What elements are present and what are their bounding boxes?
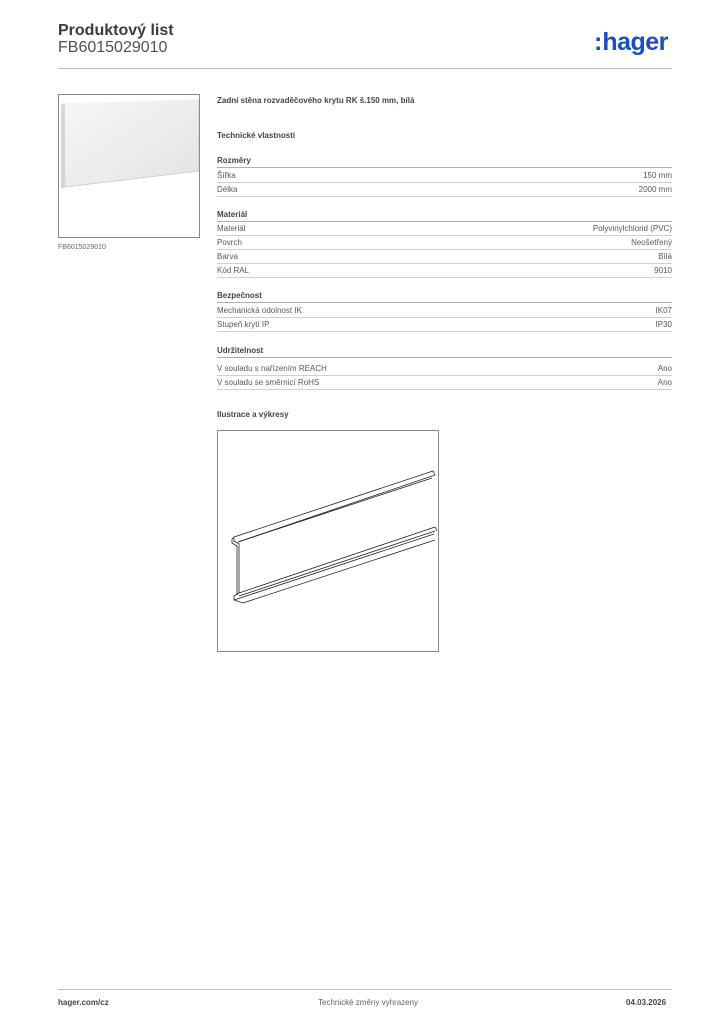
spec-value: Ano [657, 364, 672, 373]
technical-drawing [217, 430, 439, 652]
spec-row [217, 376, 672, 390]
spec-row [217, 236, 672, 250]
header-divider [58, 68, 672, 69]
spec-row [217, 169, 672, 183]
section-title: Rozměry [217, 156, 672, 168]
spec-label: Materiál [217, 224, 246, 233]
section-title: Bezpečnost [217, 291, 672, 303]
tech-properties-title: Technické vlastnosti [217, 131, 296, 140]
product-code: FB6015029010 [58, 39, 168, 56]
spec-value: Polyvinylchlorid (PVC) [592, 224, 672, 233]
spec-row [217, 183, 672, 197]
page-title: Produktový list [58, 22, 174, 39]
spec-value: 2000 mm [638, 185, 672, 194]
product-name: Zadní stěna rozvaděčového krytu RK š.150 mm, bílá [217, 96, 415, 105]
spec-row [217, 362, 672, 376]
drawings-title: Ilustrace a výkresy [217, 410, 289, 419]
spec-row [217, 222, 672, 236]
hager-logo: :hager [594, 28, 668, 56]
profile-line-drawing [218, 431, 438, 651]
section-title: Udržitelnost [217, 346, 672, 358]
spec-label: Mechanická odolnost IK [217, 306, 302, 315]
footer-date: 04.03.2026 [626, 998, 667, 1007]
spec-label: Barva [217, 252, 238, 261]
spec-label: Šířka [217, 171, 236, 180]
spec-value: IK07 [655, 306, 672, 315]
product-image [58, 94, 200, 238]
spec-value: IP30 [655, 320, 672, 329]
footer-website: hager.com/cz [58, 998, 109, 1007]
spec-value: Ano [657, 378, 672, 387]
product-panel-illustration [59, 95, 199, 237]
spec-value: 150 mm [643, 171, 672, 180]
spec-label: V souladu se směrnicí RoHS [217, 378, 320, 387]
spec-label: V souladu s nařízením REACH [217, 364, 327, 373]
spec-row [217, 264, 672, 278]
spec-label: Povrch [217, 238, 242, 247]
footer-disclaimer: Technické změny vyhrazeny [318, 998, 419, 1007]
image-caption: FB6015029010 [58, 244, 106, 251]
spec-label: Stupeň krytí IP [217, 320, 270, 329]
section-title: Materiál [217, 210, 672, 222]
spec-value: Bílá [658, 252, 672, 261]
spec-row [217, 318, 672, 332]
footer-divider [58, 989, 672, 990]
spec-value: Neošetřený [631, 238, 672, 247]
spec-label: Kód RAL [217, 266, 250, 275]
spec-row [217, 304, 672, 318]
spec-label: Délka [217, 185, 238, 194]
spec-row [217, 250, 672, 264]
spec-value: 9010 [654, 266, 672, 275]
